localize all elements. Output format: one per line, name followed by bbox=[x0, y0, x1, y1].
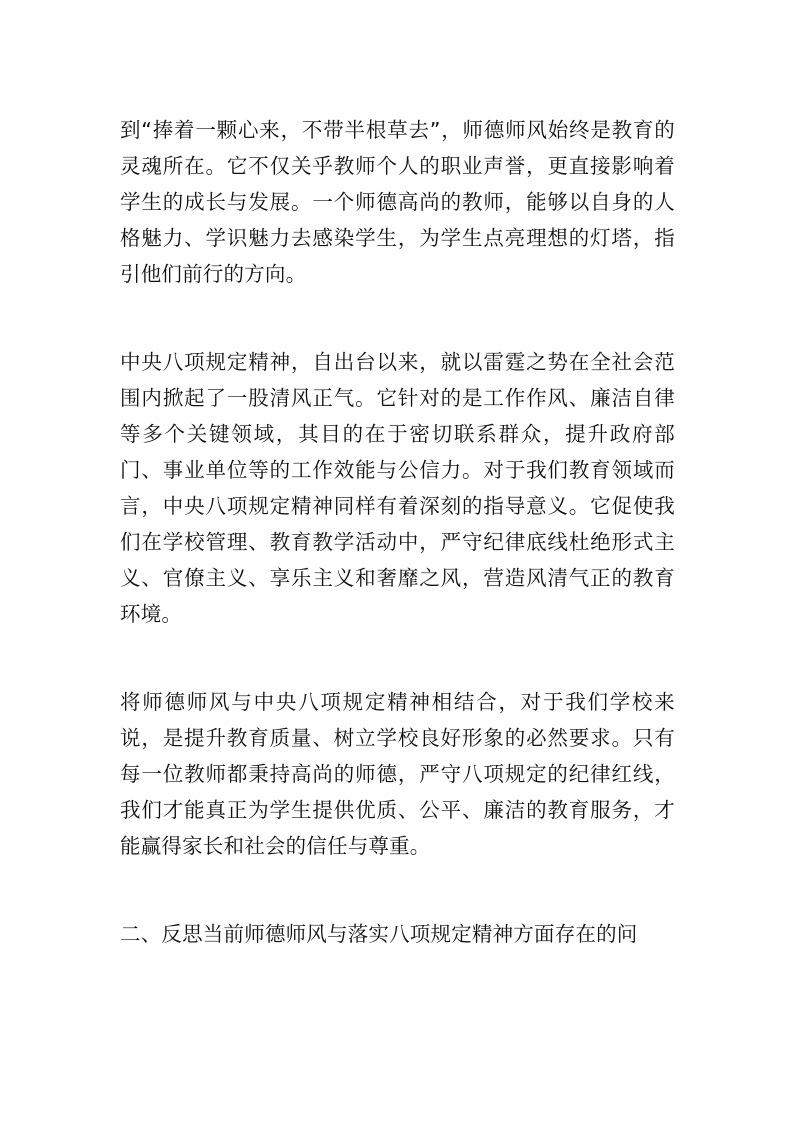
paragraph-combination: 将师德师风与中央八项规定精神相结合，对于我们学校来说，是提升教育质量、树立学校良好形象的必然要求。只有每一位教师都秉持高尚的师德，严守八项规定的纪律红线，我们才能真正为学生提供优质、公平、廉洁的教育服务，才能赢得家长和社会的信任与尊重。 bbox=[120, 690, 675, 858]
section-heading-reflection: 二、反思当前师德师风与落实八项规定精神方面存在的问 bbox=[120, 922, 638, 946]
paragraph-eight-regulations: 中央八项规定精神，自出台以来，就以雷霆之势在全社会范围内掀起了一股清风正气。它针对的是工作作风、廉洁自律等多个关键领域，其目的在于密切联系群众，提升政府部门、事业单位等的工作效能与公信力。对于我们教育领域而言，中央八项规定精神同样有着深刻的指导意义。它促使我们在学校管理、教育教学活动中，严守纪律底线杜绝形式主义、官僚主义、享乐主义和奢靡之风，营造风清气正的教育环境。 bbox=[120, 350, 675, 626]
paragraph-teacher-ethics: 到“捧着一颗心来，不带半根草去”，师德师风始终是教育的灵魂所在。它不仅关乎教师个人的职业声誉，更直接影响着学生的成长与发展。一个师德高尚的教师，能够以自身的人格魅力、学识魅力去感染学生，为学生点亮理想的灯塔，指引他们前行的方向。 bbox=[120, 118, 675, 286]
